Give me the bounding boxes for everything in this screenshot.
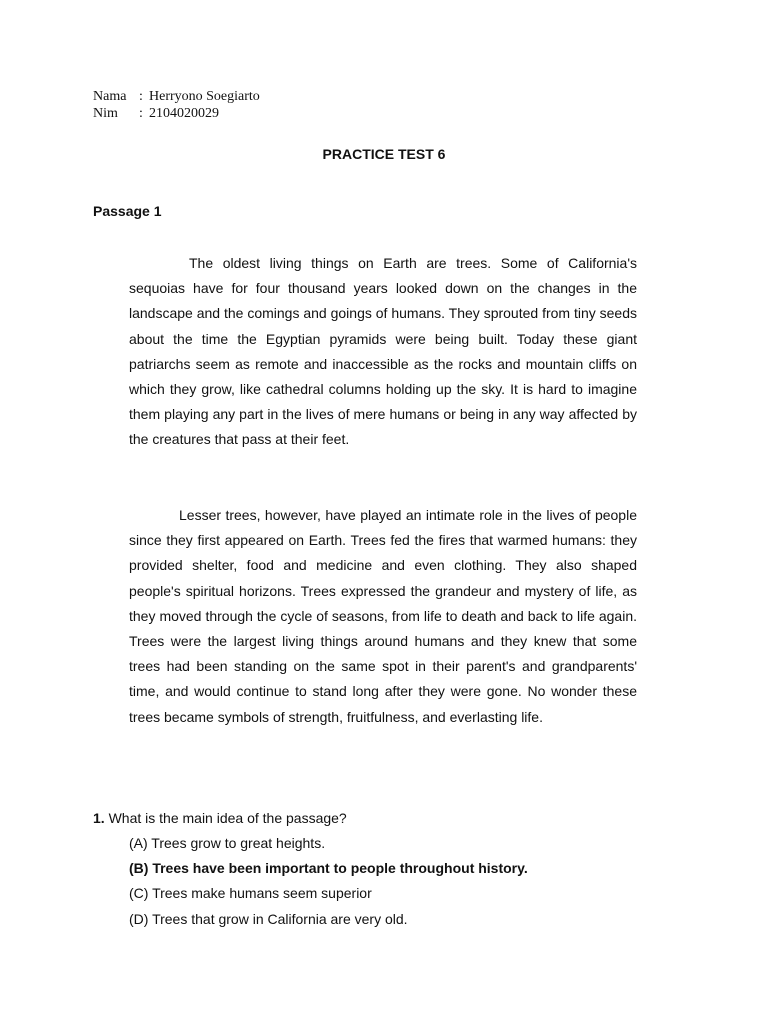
name-value: Herryono Soegiarto [149,89,260,104]
option-b: (B) Trees have been important to people throughout history. [129,860,528,877]
page-title: PRACTICE TEST 6 [322,146,446,162]
question-1-options [129,831,528,932]
nim-separator: : [139,106,143,121]
nim-row [93,105,260,122]
question-text: What is the main idea of the passage? [108,810,347,826]
name-row [93,88,260,105]
question-number: 1. [93,810,105,826]
passage-heading: Passage 1 [93,203,162,219]
student-info [93,88,260,122]
passage-paragraph-2: Lesser trees, however, have played an intimate role in the lives of people since they first appeared on Earth. Trees fed the fires that warmed humans: they provided shelter, food and medicine and even clothing. They also shaped people's spiritual horizons. Trees expressed the grandeur and mystery of life, as they moved through the cycle of seasons, from life to death and back to life again. Trees were the largest living things around humans and they knew that some trees had been standing on the same spot in their parent's and grandparents' time, and would continue to stand long after they were gone. No wonder these trees became symbols of strength, fruitfulness, and everlasting life. [129,507,637,725]
name-separator: : [139,89,143,104]
option-c: (C) Trees make humans seem superior [129,885,372,902]
nim-value: 2104020029 [149,106,219,121]
option-d: (D) Trees that grow in California are very old. [129,910,408,927]
passage-paragraph-1: The oldest living things on Earth are trees. Some of California's sequoias have for four thousand years looked down on the changes in the landscape and the comings and goings of humans. They sprouted from tiny seeds about the time the Egyptian pyramids were being built. Today these giant patriarchs seem as remote and inaccessible as the rocks and mountain cliffs on which they grow, like cathedral columns holding up the sky. It is hard to imagine them playing any part in the lives of mere humans or being in any way affected by the creatures that pass at their feet. [129,255,637,448]
option-a: (A) Trees grow to great heights. [129,835,326,851]
question-1 [93,806,347,831]
name-label: Nama [93,89,127,104]
nim-label: Nim [93,106,118,121]
